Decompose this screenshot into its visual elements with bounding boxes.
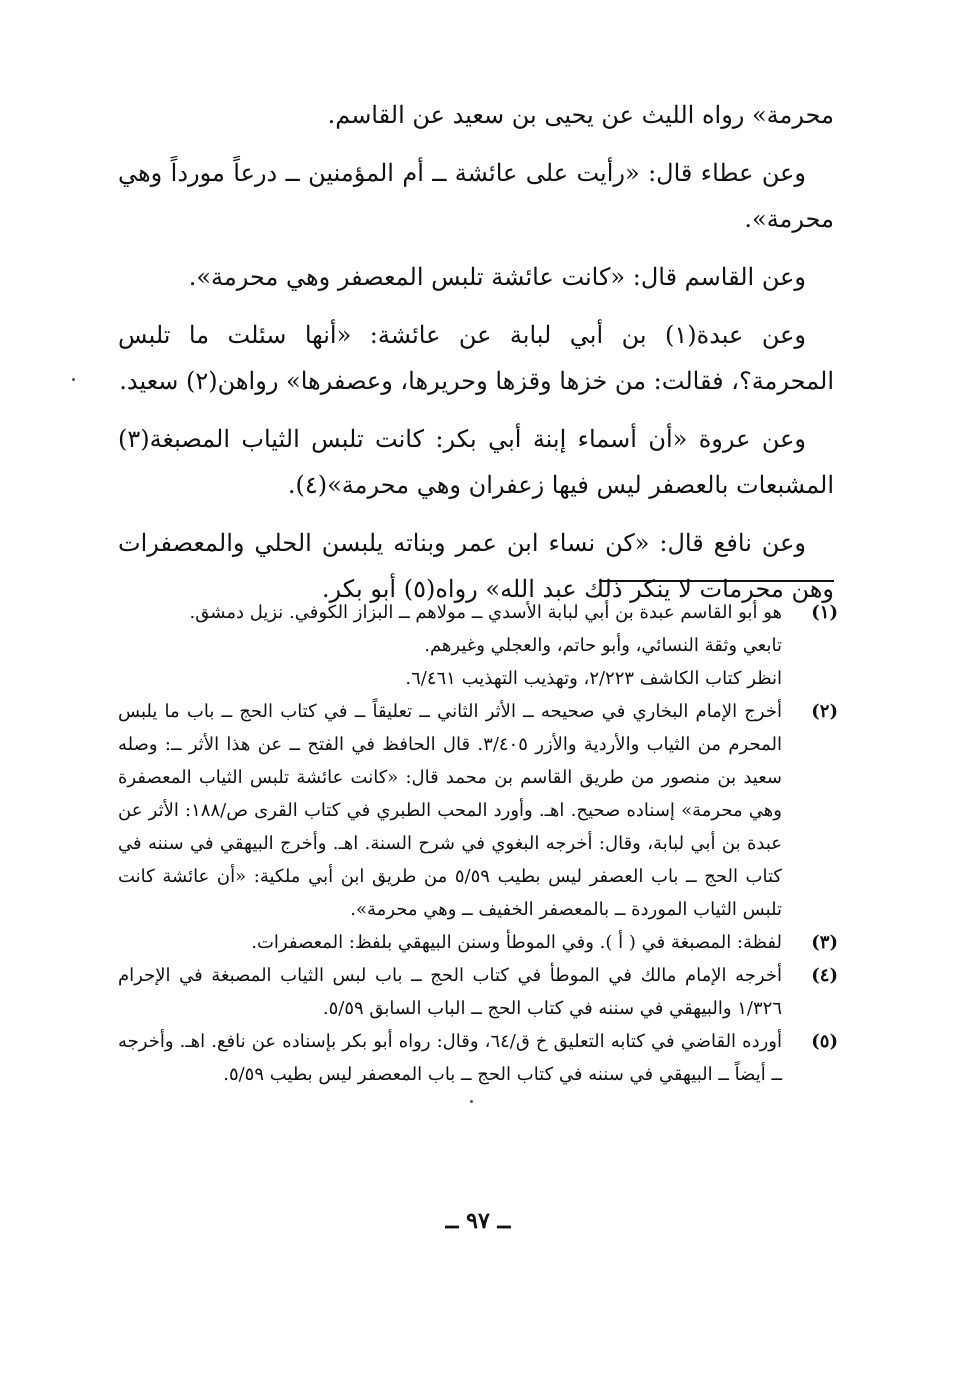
footnote-line: انظر كتاب الكاشف ٢/٢٢٣، وتهذيب التهذيب ٦/٤٦١.	[405, 668, 782, 689]
footnote-line: هو أبو القاسم عبدة بن أبي لبابة الأسدي ــ مولاهم ــ البزاز الكوفي. نزيل دمشق.	[189, 602, 782, 623]
footnote-number: (٣)	[811, 932, 838, 953]
footnote	[118, 596, 838, 695]
paragraph: وعن نافع قال: «كن نساء ابن عمر وبناته يلبسن الحلي والمعصفرات وهن محرمات لا ينكر ذلك عبد الله» رواه(٥) أبو بكر.	[118, 529, 834, 603]
footnote-text	[118, 1025, 782, 1091]
paragraph: وعن عبدة(١) بن أبي لبابة عن عائشة: «أنها سئلت ما تلبس المحرمة؟، فقالت: من خزها وقزها وحريرها، وعصفرها» رواهن(٢) سعيد.	[118, 321, 834, 395]
footnote-line: أخرج الإمام البخاري في صحيحه ــ الأثر الثاني ــ تعليقاً ــ في كتاب الحج ــ باب ما يلبس المحرم من الثياب والأردية والأزر ٣/٤٠٥. قال الحافظ في الفتح ــ عن هذا الأثر ــ: وصله سعيد بن منصور من طريق القاسم بن محمد قال: «كانت عائشة تلبس الثياب المعصفرة وهي محرمة» إسناده صحيح. اهـ. وأورد المحب الطبري في كتاب القرى ص/١٨٨: الأثر عن عبدة بن أبي لبابة، وقال: أخرجه البغوي في شرح السنة. اهـ. وأخرج البيهقي في سننه في كتاب الحج ــ باب العصفر ليس بطيب ٥/٥٩ من طريق ابن أبي ملكية: «أن عائشة كانت تلبس الثياب الموردة ــ بالمعصفر الخفيف ــ وهي محرمة».	[118, 701, 782, 920]
footnote-number: (٥)	[811, 1031, 838, 1052]
page-number: ــ ٩٧ ــ	[445, 1208, 511, 1234]
footnote-line: لفظة: المصبغة في ( أ ). وفي الموطأ وسنن البيهقي بلفظ: المعصفرات.	[251, 932, 782, 953]
footnote-text	[118, 695, 782, 926]
scan-speck	[470, 1100, 473, 1103]
paragraph: وعن عروة «أن أسماء إبنة أبي بكر: كانت تلبس الثياب المصبغة(٣) المشبعات بالعصفر ليس فيها زعفران وهي محرمة»(٤).	[118, 425, 834, 499]
footnote	[118, 1025, 838, 1091]
main-text-body	[118, 92, 834, 624]
paragraph: وعن عطاء قال: «رأيت على عائشة ــ أم المؤمنين ــ درعاً مورداً وهي محرمة».	[118, 159, 834, 233]
scan-speck	[72, 378, 75, 381]
footnote-number: (٤)	[811, 965, 838, 986]
footnote-line: أورده القاضي في كتابه التعليق خ ق/٦٤، وقال: رواه أبو بكر بإسناده عن نافع. اهـ. وأخرجه ــ أيضاً ــ البيهقي في سننه في كتاب الحج ــ باب المعصفر ليس بطيب ٥/٥٩.	[118, 1031, 782, 1085]
footnote-line: تابعي وثقة النسائي، وأبو حاتم، والعجلي وغيرهم.	[424, 635, 782, 656]
footnote-text	[118, 959, 782, 1025]
footnote	[118, 695, 838, 926]
footnote-separator	[599, 580, 834, 582]
footnote-number: (١)	[811, 602, 838, 623]
footnote-line: أخرجه الإمام مالك في الموطأ في كتاب الحج ــ باب لبس الثياب المصبغة في الإحرام ١/٣٢٦ والبيهقي في سننه في كتاب الحج ــ الباب السابق ٥/٥٩.	[118, 965, 782, 1019]
footnote-text	[118, 596, 782, 695]
footnote-number: (٢)	[811, 701, 838, 722]
footnote	[118, 959, 838, 1025]
footnote-text	[118, 926, 782, 959]
paragraph: محرمة» رواه الليث عن يحيى بن سعيد عن القاسم.	[327, 101, 834, 129]
footnotes-section	[118, 596, 838, 1091]
paragraph: وعن القاسم قال: «كانت عائشة تلبس المعصفر وهي محرمة».	[188, 263, 806, 291]
footnote	[118, 926, 838, 959]
